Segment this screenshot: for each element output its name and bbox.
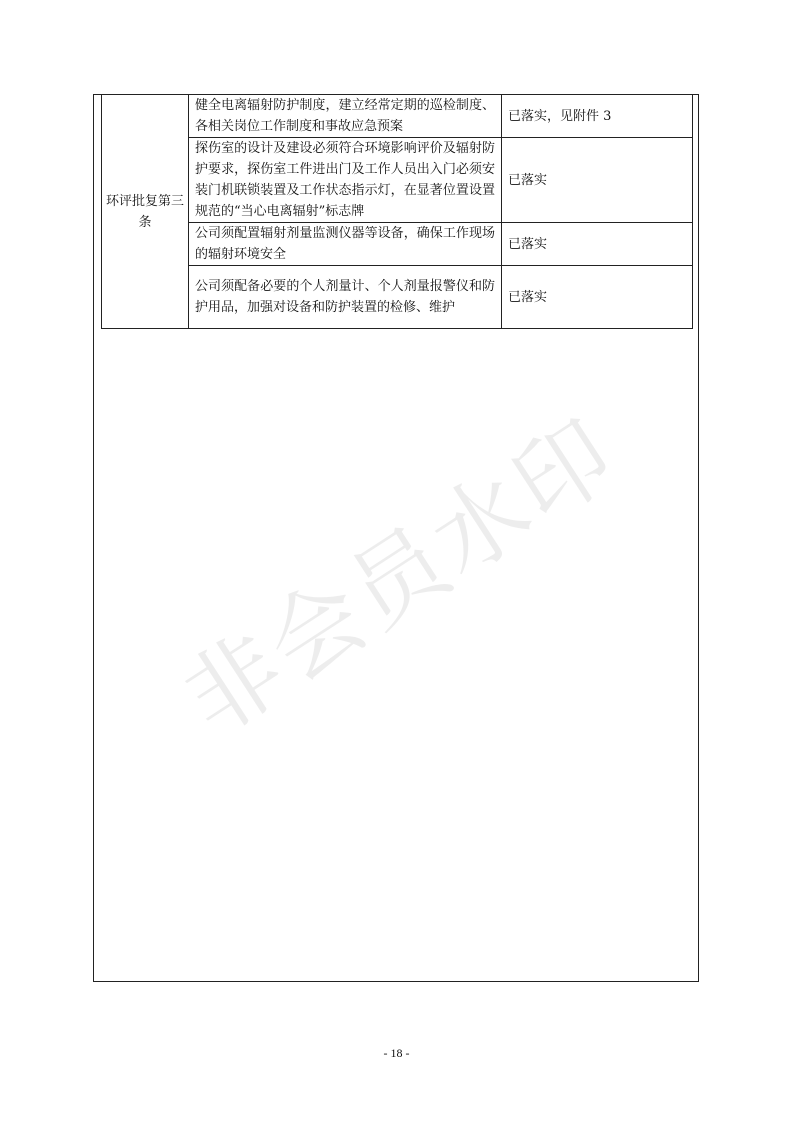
table-row	[102, 266, 693, 329]
table-row	[102, 95, 693, 138]
requirement-text: 健全电离辐射防护制度，建立经常定期的巡检制度、各相关岗位工作制度和事故应急预案	[189, 95, 502, 138]
watermark: 非会员水印	[165, 398, 637, 757]
requirement-text: 探伤室的设计及建设必须符合环境影响评价及辐射防护要求，探伤室工件进出门及工作人员出入门必须安装门机联锁装置及工作状态指示灯，在显著位置设置规范的“当心电离辐射”标志牌	[189, 138, 502, 223]
status-text: 已落实	[502, 138, 693, 223]
table-row	[102, 223, 693, 266]
requirement-text: 公司须配置辐射剂量监测仪器等设备，确保工作现场的辐射环境安全	[189, 223, 502, 266]
status-text: 已落实	[502, 266, 693, 329]
status-text: 已落实	[502, 223, 693, 266]
requirement-text: 公司须配备必要的个人剂量计、个人剂量报警仪和防护用品，加强对设备和防护装置的检修、维护	[189, 266, 502, 329]
table-row	[102, 138, 693, 223]
requirements-table	[101, 94, 693, 329]
status-text: 已落实，见附件 3	[502, 95, 693, 138]
page-number: - 18 -	[383, 1046, 410, 1060]
clause-label: 环评批复第三条	[102, 95, 189, 329]
